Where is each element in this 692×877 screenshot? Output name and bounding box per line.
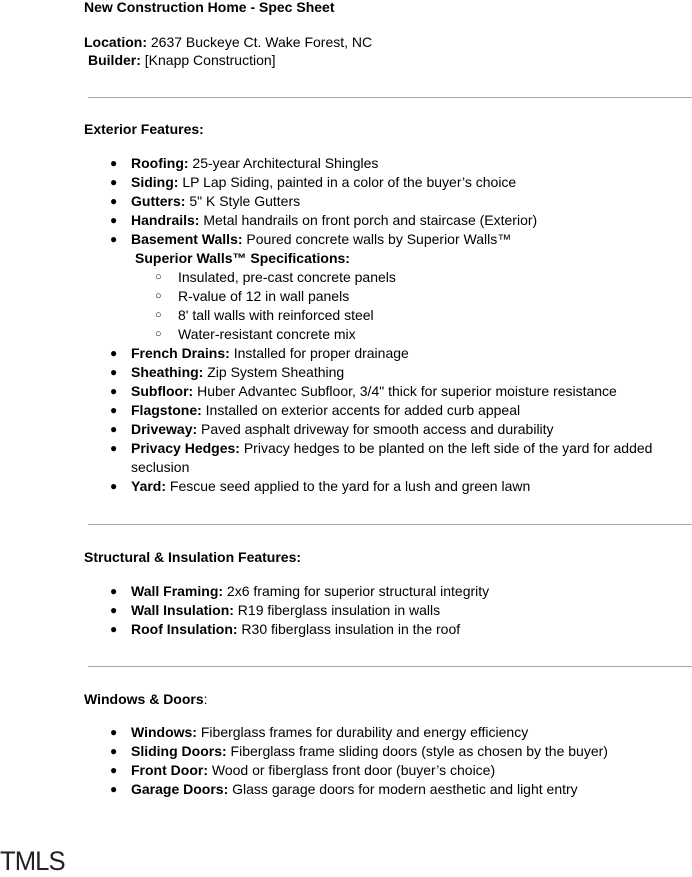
item-text: Paved asphalt driveway for smooth access and durability: [197, 421, 554, 437]
item-text: Huber Advantec Subfloor, 3/4" thick for superior moisture resistance: [193, 383, 617, 399]
list-item: [0, 761, 692, 780]
list-item: [0, 742, 692, 761]
sub-list-item: [0, 268, 692, 287]
superior-walls-block: [0, 249, 692, 344]
item-label: Gutters:: [131, 193, 186, 209]
item-label: Roofing:: [131, 155, 189, 171]
divider: [88, 97, 692, 98]
bullet-icon: ●: [110, 479, 118, 493]
windows-heading: [84, 691, 208, 707]
list-item: [0, 601, 692, 620]
windows-heading-text: Windows & Doors: [84, 691, 204, 707]
list-item: [0, 477, 692, 496]
item-label: Front Door:: [131, 762, 208, 778]
bullet-icon: ●: [110, 384, 118, 398]
list-item: [0, 173, 692, 192]
item-text: 25-year Architectural Shingles: [188, 155, 379, 171]
sub-heading: Superior Walls™ Specifications:: [135, 250, 350, 266]
list-item: [0, 344, 692, 363]
list-item: [0, 780, 692, 799]
item-text: R-value of 12 in wall panels: [178, 288, 350, 304]
list-item: [0, 230, 692, 249]
bullet-icon: ●: [110, 441, 118, 455]
exterior-list: [0, 154, 692, 249]
bullet-icon: ●: [110, 744, 118, 758]
bullet-icon: ●: [110, 422, 118, 436]
location-line: [84, 33, 372, 51]
list-item: [0, 363, 692, 382]
sub-list-item: [0, 306, 692, 325]
item-label: Wall Framing:: [131, 583, 224, 599]
item-text: Installed for proper drainage: [229, 345, 409, 361]
item-text: Installed on exterior accents for added curb appeal: [201, 402, 521, 418]
list-item: [0, 382, 692, 401]
page-title: New Construction Home - Spec Sheet: [84, 0, 335, 15]
item-text: Poured concrete walls by Superior Walls™: [242, 231, 512, 247]
item-text: Fiberglass frames for durability and energy efficiency: [196, 724, 529, 740]
bullet-icon: ●: [110, 156, 118, 170]
bullet-icon: ●: [110, 763, 118, 777]
item-label: Sliding Doors:: [131, 743, 227, 759]
item-label: Wall Insulation:: [131, 602, 234, 618]
item-label: Privacy Hedges:: [131, 440, 240, 456]
item-label: Roof Insulation:: [131, 621, 238, 637]
item-label: Siding:: [131, 174, 179, 190]
mls-logo: TMLS: [0, 846, 65, 876]
list-item: [0, 211, 692, 230]
item-text: Glass garage doors for modern aesthetic and light entry: [228, 781, 578, 797]
item-text: Water-resistant concrete mix: [178, 326, 356, 342]
item-text: Privacy hedges to be planted on the left side of the yard for added seclusion: [131, 440, 653, 475]
item-text: LP Lap Siding, painted in a color of the buyer’s choice: [178, 174, 517, 190]
item-text: Fiberglass frame sliding doors (style as chosen by the buyer): [226, 743, 608, 759]
item-label: Windows:: [131, 724, 197, 740]
circle-bullet-icon: ○: [155, 271, 162, 283]
builder-value: [Knapp Construction]: [140, 52, 276, 68]
sub-list-item: [0, 287, 692, 306]
sub-list-item: [0, 325, 692, 344]
builder-line: [88, 51, 276, 69]
bullet-icon: ●: [110, 622, 118, 636]
item-text: Insulated, pre-cast concrete panels: [178, 269, 396, 285]
bullet-icon: ●: [110, 346, 118, 360]
list-item: [0, 192, 692, 211]
structural-list: [0, 582, 692, 639]
bullet-icon: ●: [110, 584, 118, 598]
item-text: 2x6 framing for superior structural integrity: [223, 583, 490, 599]
bullet-icon: ●: [110, 725, 118, 739]
item-label: Subfloor:: [131, 383, 194, 399]
builder-label: Builder:: [88, 52, 141, 68]
list-item: [0, 439, 676, 477]
item-label: Basement Walls:: [131, 231, 243, 247]
item-text: 8' tall walls with reinforced steel: [178, 307, 374, 323]
bullet-icon: ●: [110, 403, 118, 417]
bullet-icon: ●: [110, 603, 118, 617]
structural-heading: Structural & Insulation Features:: [84, 549, 302, 565]
circle-bullet-icon: ○: [155, 309, 162, 321]
location-label: Location:: [84, 34, 147, 50]
item-text: Zip System Sheathing: [203, 364, 345, 380]
list-item: [0, 723, 692, 742]
item-label: Yard:: [131, 478, 167, 494]
list-item: [0, 620, 692, 639]
divider: [88, 524, 692, 525]
item-text: R19 fiberglass insulation in walls: [233, 602, 441, 618]
item-text: Metal handrails on front porch and staircase (Exterior): [199, 212, 538, 228]
bullet-icon: ●: [110, 232, 118, 246]
list-item: [0, 154, 692, 173]
circle-bullet-icon: ○: [155, 290, 162, 302]
exterior-list-continued: [0, 344, 692, 496]
item-label: Flagstone:: [131, 402, 202, 418]
bullet-icon: ●: [110, 194, 118, 208]
windows-heading-colon: :: [203, 691, 208, 707]
item-text: R30 fiberglass insulation in the roof: [237, 621, 461, 637]
item-label: French Drains:: [131, 345, 230, 361]
circle-bullet-icon: ○: [155, 328, 162, 340]
bullet-icon: ●: [110, 365, 118, 379]
item-text: Wood or fiberglass front door (buyer’s choice): [207, 762, 496, 778]
list-item: [0, 420, 692, 439]
bullet-icon: ●: [110, 175, 118, 189]
windows-list: [0, 723, 692, 799]
item-label: Garage Doors:: [131, 781, 229, 797]
bullet-icon: ●: [110, 782, 118, 796]
item-text: Fescue seed applied to the yard for a lush and green lawn: [166, 478, 531, 494]
exterior-heading: Exterior Features:: [84, 121, 204, 137]
item-text: 5" K Style Gutters: [185, 193, 301, 209]
item-label: Handrails:: [131, 212, 200, 228]
item-label: Driveway:: [131, 421, 198, 437]
item-label: Sheathing:: [131, 364, 204, 380]
list-item: [0, 582, 692, 601]
bullet-icon: ●: [110, 213, 118, 227]
sub-list: [0, 268, 692, 344]
divider: [88, 666, 692, 667]
location-value: 2637 Buckeye Ct. Wake Forest, NC: [147, 34, 373, 50]
list-item: [0, 401, 692, 420]
